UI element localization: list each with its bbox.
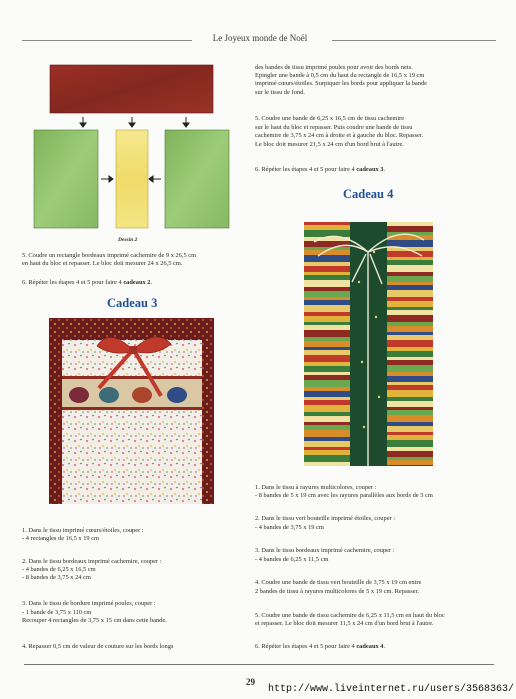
stripe [387, 240, 433, 247]
diagram-svg [30, 60, 240, 240]
stripe [387, 365, 433, 372]
stripe [387, 285, 433, 290]
stripe [304, 391, 350, 397]
stripe [304, 297, 350, 300]
stripe [304, 437, 350, 441]
stripe [387, 222, 433, 226]
stripe [387, 290, 433, 297]
step5-line2: en haut du bloc et repasser. Le bloc doit mesurer 24 x 26,5 cm. [22, 260, 183, 267]
stripe [304, 405, 350, 412]
c4-step6-bold: cadeaux 4 [356, 643, 384, 650]
stripe [304, 347, 350, 350]
stripe [304, 380, 350, 387]
cadeau4-photo [304, 222, 433, 466]
stripe [304, 447, 350, 450]
c4-step6 [255, 643, 385, 652]
c4-step6-text: 6. Répéter les étapes 4 et 5 pour faire 4 [255, 643, 357, 650]
c3-step2-title: 2. Dans le tissu bordeaux imprimé cachemire, couper : [22, 558, 162, 565]
stripe [387, 422, 433, 426]
stripe [304, 422, 350, 425]
stripe [387, 301, 433, 307]
stripe [304, 262, 350, 266]
stripe [304, 225, 350, 230]
c4-step4-line1: 4. Coudre une bande de tissu vert bouteille de 3,75 x 19 cm entre [255, 579, 422, 586]
c4-step1-detail: - 8 bandes de 5 x 19 cm avec les rayures parallèles aux bords de 5 cm [255, 492, 433, 499]
stripe [304, 330, 350, 337]
stripe [304, 400, 350, 405]
stripe [387, 440, 433, 447]
stripe [387, 322, 433, 326]
stripe [304, 455, 350, 462]
stripe [387, 372, 433, 376]
r-step6-bold: cadeaux 3 [356, 166, 384, 173]
stripe [304, 230, 350, 237]
stripe [387, 326, 433, 332]
stripe [304, 416, 350, 422]
stripe [304, 300, 350, 305]
stripe [387, 410, 433, 415]
stripe [304, 397, 350, 400]
stripe [304, 322, 350, 325]
r-line1: des bandes de tissu imprimé poules pour avoir des bords nets. [255, 64, 413, 71]
stripe [304, 337, 350, 341]
stripe [387, 297, 433, 301]
stripe [387, 451, 433, 457]
bordeaux-top-rectangle [50, 65, 213, 113]
stripe [304, 450, 350, 455]
stripe [387, 310, 433, 315]
stripe [387, 415, 433, 422]
cadeau3-title: Cadeau 3 [107, 296, 158, 310]
page-number: 29 [246, 677, 255, 687]
stripe [387, 457, 433, 460]
header-rule-right [332, 40, 496, 41]
r-line7: cachemire de 3,75 x 24 cm à droite et à gauche du bloc. Repasser. [255, 132, 424, 139]
stripe [387, 397, 433, 401]
stripe [387, 332, 433, 335]
stripe [387, 315, 433, 322]
stripe [387, 407, 433, 410]
stripe [304, 272, 350, 275]
stripe [387, 260, 433, 265]
assembly-diagram [30, 60, 240, 240]
stripe [304, 325, 350, 330]
stripe [387, 265, 433, 272]
footer-rule [24, 664, 494, 665]
cadeau4-svg [304, 222, 433, 466]
stripe [387, 390, 433, 397]
stripe [304, 350, 350, 355]
stripe [304, 430, 350, 437]
stripe [304, 255, 350, 262]
c4-step2-detail: - 4 bandes de 3,75 x 19 cm [255, 524, 324, 531]
c4-step1-title: 1. Dans le tissu à rayures multicolores, couper : [255, 484, 377, 491]
r-step6-suffix: . [383, 166, 386, 173]
stripe [304, 362, 350, 366]
stripe [387, 447, 433, 451]
left-green-rectangle [34, 130, 98, 228]
stripe [387, 360, 433, 365]
c4-step4-line2: 2 bandes de tissu à rayures multicolores de 5 x 19 cm. Repasser. [255, 588, 419, 595]
stripe [304, 355, 350, 362]
stripe [387, 272, 433, 276]
stripe [387, 257, 433, 260]
step6-cadeau2 [22, 279, 152, 288]
stripe [387, 435, 433, 440]
step6-bold: cadeaux 2 [123, 279, 151, 286]
stripe [387, 276, 433, 282]
stripe [387, 385, 433, 390]
stripe [387, 465, 433, 466]
r-line4: sur le tissu de fond. [255, 89, 305, 96]
stripe [304, 462, 350, 466]
c4-step3-title: 3. Dans le tissu bordeaux imprimé cachemire, couper : [255, 547, 395, 554]
stripe [304, 247, 350, 250]
r-step6-text: 6. Répéter les étapes 4 et 5 pour faire 4 [255, 166, 357, 173]
c3-step3-detail2: Recouper 4 rectangles de 3,75 x 15 cm dans cette bande. [22, 617, 167, 624]
stripe [387, 460, 433, 465]
stripe [304, 280, 350, 287]
stripe [304, 441, 350, 447]
cadeau4-title: Cadeau 4 [343, 187, 394, 201]
stripe [387, 382, 433, 385]
c4-step5-line2: et repasser. Le bloc doit mesurer 11,5 x 24 cm d'un bord brut à l'autre. [255, 620, 434, 627]
c3-step3-title: 3. Dans le tissu de bordure imprimé poules, couper : [22, 600, 156, 607]
c3-step4-title: 4. Repasser 0,5 cm de valeur de couture sur les bords longs [22, 643, 174, 650]
right-green-rectangle [165, 130, 229, 228]
step5-line1: 5. Coudre un rectangle bordeaux imprimé cachemire de 9 x 26,5 cm [22, 252, 197, 259]
step6-suffix: . [150, 279, 153, 286]
c3-step2-detail1: - 4 bandes de 6,25 x 16,5 cm [22, 566, 96, 573]
stripe [387, 357, 433, 360]
c3-step2-detail2: - 8 bandes de 3,75 x 24 cm [22, 574, 91, 581]
stripe [304, 275, 350, 280]
stripe [304, 387, 350, 391]
header-rule-left [22, 40, 192, 41]
stripe [304, 412, 350, 416]
c4-step6-suffix: . [383, 643, 386, 650]
r-line2: Epingler une bande à 0,5 cm du haut du rectangle de 16,5 x 19 cm [255, 72, 425, 79]
c3-step1-title: 1. Dans le tissu imprimé cœurs/étoiles, couper : [22, 527, 144, 534]
watermark-url: http://www.liveinternet.ru/users/3568363/ [268, 684, 515, 695]
stripe [304, 366, 350, 372]
stripe [304, 341, 350, 347]
stripe [387, 401, 433, 407]
r-line5: 5. Coudre une bande de 6,25 x 16,5 cm de tissu cachemire [255, 115, 405, 122]
stripe [387, 426, 433, 432]
stripe [304, 375, 350, 380]
c4-step3-detail: - 4 bandes de 6,25 x 11,5 cm [255, 556, 329, 563]
stripe [304, 372, 350, 375]
stripe [387, 282, 433, 285]
r-step6-cadeau3 [255, 166, 385, 175]
stripe [304, 266, 350, 272]
r-line6: sur le haut du bloc et repasser. Puis coudre une bande de tissu [255, 124, 413, 131]
stripe [304, 305, 350, 312]
stripe [387, 376, 433, 382]
stripe [304, 316, 350, 322]
stripe [304, 425, 350, 430]
diagram-caption: Dessin 2 [118, 237, 138, 243]
stripe [304, 222, 350, 225]
c3-step1-detail: - 4 rectangles de 16,5 x 19 cm [22, 535, 100, 542]
stripe [387, 251, 433, 257]
stripe [304, 312, 350, 316]
stripe [387, 347, 433, 351]
stripe [387, 432, 433, 435]
stripe [387, 351, 433, 357]
r-line8: Le bloc doit mesurer 21,5 x 24 cm d'un bord brut à l'autre. [255, 141, 404, 148]
stripe [387, 307, 433, 310]
stripe [387, 340, 433, 347]
cadeau3-svg [49, 318, 214, 504]
c4-step5-line1: 5. Coudre une bande de tissu cachemire de 6,25 x 11,5 cm en haut du bloc [255, 612, 445, 619]
c3-step3-detail1: - 1 bande de 3,75 x 110 cm [22, 609, 92, 616]
stripe [387, 335, 433, 340]
stripe [304, 291, 350, 297]
cadeau3-photo [49, 318, 214, 504]
c4-step2-title: 2. Dans le tissu vert bouteille imprimé étoiles, couper : [255, 515, 396, 522]
center-yellow-rectangle [116, 130, 148, 228]
stripe [387, 226, 433, 232]
step6-text: 6. Répéter les étapes 4 et 5 pour faire 4 [22, 279, 124, 286]
stripe [304, 287, 350, 291]
running-header: Le Joyeux monde de Noël [212, 33, 308, 43]
r-line3: imprimé cœurs/étoiles. Surpiquer les bords pour appliquer la bande [255, 80, 427, 87]
